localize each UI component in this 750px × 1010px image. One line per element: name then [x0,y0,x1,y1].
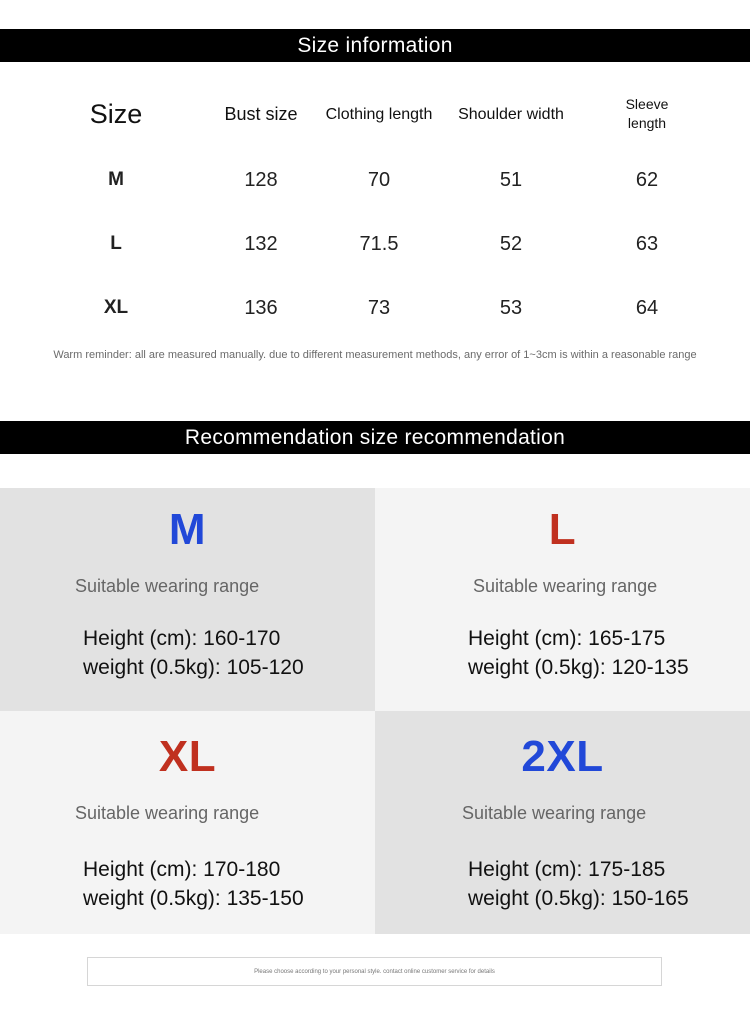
header-bust-size: Bust size [224,103,298,124]
recommendation-card-m [0,488,375,711]
table-row [0,214,750,274]
card-weight: weight (0.5kg): 150-165 [468,887,689,910]
row-shoulder-value: 53 [499,296,523,319]
card-height: Height (cm): 175-185 [468,858,666,881]
row-length-value: 70 [367,168,391,191]
card-range-label: Suitable wearing range [75,576,260,596]
footer-note-text: Please choose according to your personal style. contact online customer service for details [254,968,495,975]
row-length-value: 71.5 [359,232,399,255]
recommendation-card-2xl [375,711,750,934]
row-size-label: L [110,233,122,254]
card-weight: weight (0.5kg): 120-135 [468,656,689,679]
card-measurements [468,624,689,682]
recommendation-card-l [375,488,750,711]
card-range-label: Suitable wearing range [462,803,647,823]
header-clothing-length: Clothing length [325,105,433,123]
row-sleeve-value: 62 [635,168,659,191]
card-range-label: Suitable wearing range [473,576,658,596]
card-height: Height (cm): 160-170 [83,627,281,650]
row-sleeve-value: 64 [635,296,659,319]
header-size: Size [89,98,143,129]
card-size-label: 2XL [521,732,604,781]
recommendation-card-xl [0,711,375,934]
row-sleeve-value: 63 [635,232,659,255]
size-information-title: Size information [297,33,453,57]
card-size-label: XL [158,732,217,781]
row-bust-value: 132 [244,232,278,255]
row-size-label: M [108,169,124,190]
header-sleeve-length [596,84,698,144]
card-size-label: M [168,505,207,554]
card-range-label: Suitable wearing range [75,803,260,823]
card-weight: weight (0.5kg): 105-120 [83,656,304,679]
recommendation-banner [0,421,750,454]
size-information-banner [0,29,750,62]
header-shoulder-width: Shoulder width [458,105,564,123]
recommendation-grid [0,488,750,934]
card-weight: weight (0.5kg): 135-150 [83,887,304,910]
footer-note [87,957,662,986]
row-shoulder-value: 52 [499,232,523,255]
card-measurements [83,855,304,913]
card-size-label: L [548,505,577,554]
row-bust-value: 128 [244,168,278,191]
header-sleeve-length-label: Sleeve length [625,96,669,131]
measurement-reminder: Warm reminder: all are measured manually. due to different measurement methods, any error of 1~3cm is within a reasonable range [53,349,697,361]
card-measurements [468,855,689,913]
row-shoulder-value: 51 [499,168,523,191]
table-row [0,150,750,210]
row-length-value: 73 [367,296,391,319]
recommendation-title: Recommendation size recommendation [184,425,566,449]
size-table-header-row [0,84,750,144]
row-bust-value: 136 [244,296,278,319]
card-measurements [83,624,304,682]
card-height: Height (cm): 170-180 [83,858,281,881]
row-size-label: XL [103,297,129,318]
card-height: Height (cm): 165-175 [468,627,666,650]
table-row [0,278,750,338]
